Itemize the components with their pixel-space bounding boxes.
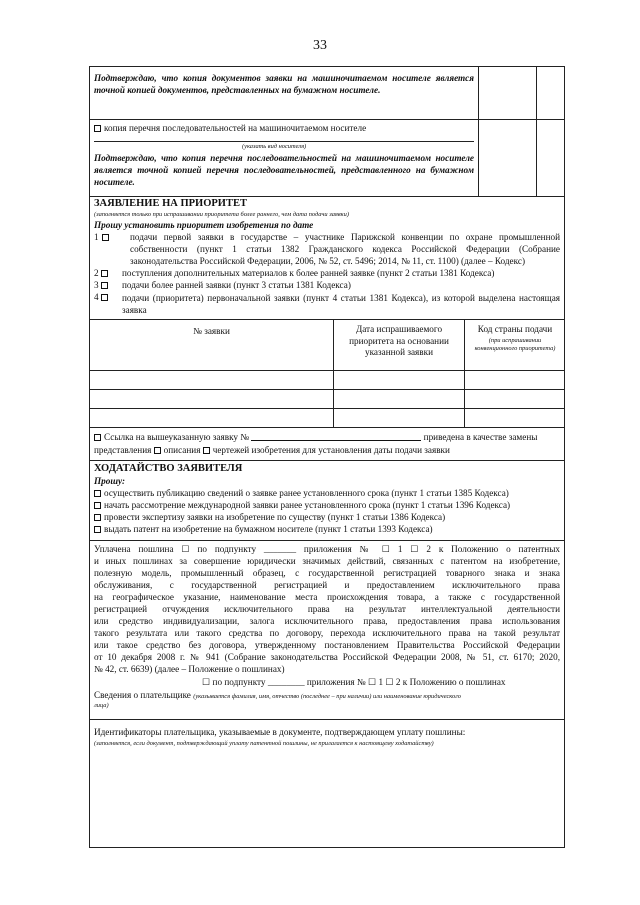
section-divider <box>90 540 564 541</box>
fee-line: или средство индивидуализации, залога исключительного права, предоставления права использования <box>94 616 560 626</box>
column-divider <box>536 119 537 196</box>
payer-ids-hint: (заполняется, если документ, подтверждающий уплату патентной пошлины, не прилагается к настоящему ходатайству) <box>94 740 434 747</box>
priority-option-3-checkbox[interactable] <box>101 282 108 289</box>
fee-second-line[interactable]: ☐ по подпункту ________ приложения № ☐ 1 ☐ 2 к Положению о пошлинах <box>202 677 506 687</box>
page-number: 33 <box>313 38 327 53</box>
payer-row: Сведения о плательщике (указывается фамилия, имя, отчество (последнее – при наличии) или наименование юридического <box>94 690 461 700</box>
petition-item[interactable]: начать рассмотрение международной заявки ранее установленного срока (пункт 1 статьи 1396 Кодекса) <box>94 500 510 512</box>
priority-option-4-marker[interactable]: 4 <box>94 292 111 304</box>
petition-prosu: Прошу: <box>94 476 126 486</box>
section-divider <box>90 460 564 461</box>
petition-checkbox[interactable] <box>94 514 101 521</box>
media-hint: (указать вид носителя) <box>242 143 307 150</box>
table-column-divider <box>464 319 465 427</box>
fee-line: на географическое указание, наименование места происхождения товара, а также с государственной <box>94 592 560 602</box>
fee-line: от 10 декабря 2008 г. № 941 (Собрание законодательства Российской Федерации 2008, № 51, ст. 6170; 2020, <box>94 652 560 662</box>
fee-line: регистрацией отчуждения исключительного права на результат интеллектуальной деятельности <box>94 604 560 614</box>
reference-checkbox[interactable] <box>94 434 101 441</box>
priority-note: (заполняется только при испрашивании приоритета более раннего, чем дата подачи заявки) <box>94 211 349 218</box>
fee-line: Уплачена пошлина ☐ по подпункту _______ приложения № ☐ 1 ☐ 2 к Положению о патентных <box>94 544 560 554</box>
table-column-divider <box>333 319 334 427</box>
priority-option-4-checkbox[interactable] <box>101 294 108 301</box>
priority-request: Прошу установить приоритет изобретения по дате <box>94 220 314 230</box>
fee-line: или такое средство без договора, утвержденному постановлением Правительства Российской Федерации <box>94 640 560 650</box>
petition-item[interactable]: выдать патент на изобретение на бумажном носителе (пункт 1 статьи 1393 Кодекса) <box>94 524 433 536</box>
seq-copy-checkbox[interactable] <box>94 125 101 132</box>
column-divider <box>536 67 537 119</box>
petition-checkbox[interactable] <box>94 490 101 497</box>
reference-number-field[interactable] <box>251 440 421 441</box>
priority-option-2-checkbox[interactable] <box>101 270 108 277</box>
payer-ids-label: Идентификаторы плательщика, указываемые в документе, подтверждающем уплату пошлины: <box>94 727 466 737</box>
table-row[interactable] <box>90 370 564 371</box>
seq-copy-checkbox-row[interactable] <box>94 123 366 135</box>
table-header-number: № заявки <box>193 326 230 336</box>
table-header-country: Код страны подачи <box>477 324 553 334</box>
priority-option-4-text: подачи (приоритета) первоначальной заявки (пункт 4 статьи 1381 Кодекса), из которой выделена настоящая заявка <box>122 293 560 315</box>
petition-checkbox[interactable] <box>94 526 101 533</box>
column-divider <box>478 67 479 119</box>
petition-title: ХОДАТАЙСТВО ЗАЯВИТЕЛЯ <box>94 463 243 474</box>
table-header-country-note: (при испрашивании конвенционного приоритета) <box>474 337 556 352</box>
priority-option-2-text: поступления дополнительных материалов к более ранней заявке (пункт 2 статьи 1381 Кодекса) <box>122 268 495 278</box>
application-form <box>89 66 565 848</box>
table-top-border <box>90 319 564 320</box>
table-row[interactable] <box>90 389 564 390</box>
fee-line: полезную модель, промышленный образец, с государственной регистрацией товарного знака и знака <box>94 568 560 578</box>
media-input-line[interactable] <box>94 141 474 142</box>
petition-item[interactable]: провести экспертизу заявки на изобретение по существу (пункт 1 статьи 1386 Кодекса) <box>94 512 445 524</box>
column-divider <box>478 119 479 196</box>
section-divider <box>90 119 564 120</box>
priority-option-1-text: подачи первой заявки в государстве – участнике Парижской конвенции по охране промышленной собственности (пункт 1 статьи 1382 Гражданского кодекса Российской Федерации (Собрание законодательства Российской Федерации, 2006, № 52, ст. 5496; 2014, № 11, ст. 1100) (далее – Кодекс) <box>130 232 560 266</box>
section-divider <box>90 719 564 720</box>
copy-confirmation-text: Подтверждаю, что копия документов заявки на машиночитаемом носителе является точной копией документов, представленных на бумажном носителе. <box>94 73 474 95</box>
priority-option-3-marker[interactable]: 3 <box>94 280 111 292</box>
fee-line: такого результата или такого средства по договору, перехода исключительного права на такой результат <box>94 628 560 638</box>
section-divider <box>90 196 564 197</box>
fee-line: обслуживания, с государственной регистрацией и предоставлением исключительного права <box>94 580 560 590</box>
priority-option-2-marker[interactable]: 2 <box>94 268 111 280</box>
table-header-date: Дата испрашиваемого приоритета на основании указанной заявки <box>349 324 449 357</box>
reference-row[interactable]: Ссылка на вышеуказанную заявку № приведена в качестве замены <box>94 432 537 444</box>
table-row[interactable] <box>90 408 564 409</box>
priority-option-1-marker[interactable]: 1 <box>94 232 112 244</box>
seq-copy-label: копия перечня последовательностей на машиночитаемом носителе <box>104 123 367 133</box>
priority-title: ЗАЯВЛЕНИЕ НА ПРИОРИТЕТ <box>94 198 247 209</box>
petition-checkbox[interactable] <box>94 502 101 509</box>
fee-line: и иных пошлинах за совершение юридически значимых действий, связанных с патентом на изобретение, <box>94 556 560 566</box>
table-row[interactable] <box>90 427 564 428</box>
reference-row-2: представления описания чертежей изобретения для установления даты подачи заявки <box>94 445 450 455</box>
fee-line: № 42, ст. 6639) (далее – Положение о пошлинах) <box>94 664 285 674</box>
priority-option-1-checkbox[interactable] <box>102 234 109 241</box>
drawings-checkbox[interactable] <box>203 447 210 454</box>
priority-option-3-text: подачи более ранней заявки (пункт 3 статьи 1381 Кодекса) <box>122 280 351 290</box>
payer-hint-continued: лица) <box>94 702 109 709</box>
description-checkbox[interactable] <box>154 447 161 454</box>
petition-item[interactable]: осуществить публикацию сведений о заявке ранее установленного срока (пункт 1 статьи 1385 Кодекса) <box>94 488 509 500</box>
seq-confirmation-text: Подтверждаю, что копия перечня последовательностей на машиночитаемом носителе является точной копией перечня последовательностей, представленного на бумажном носителе. <box>94 153 474 187</box>
